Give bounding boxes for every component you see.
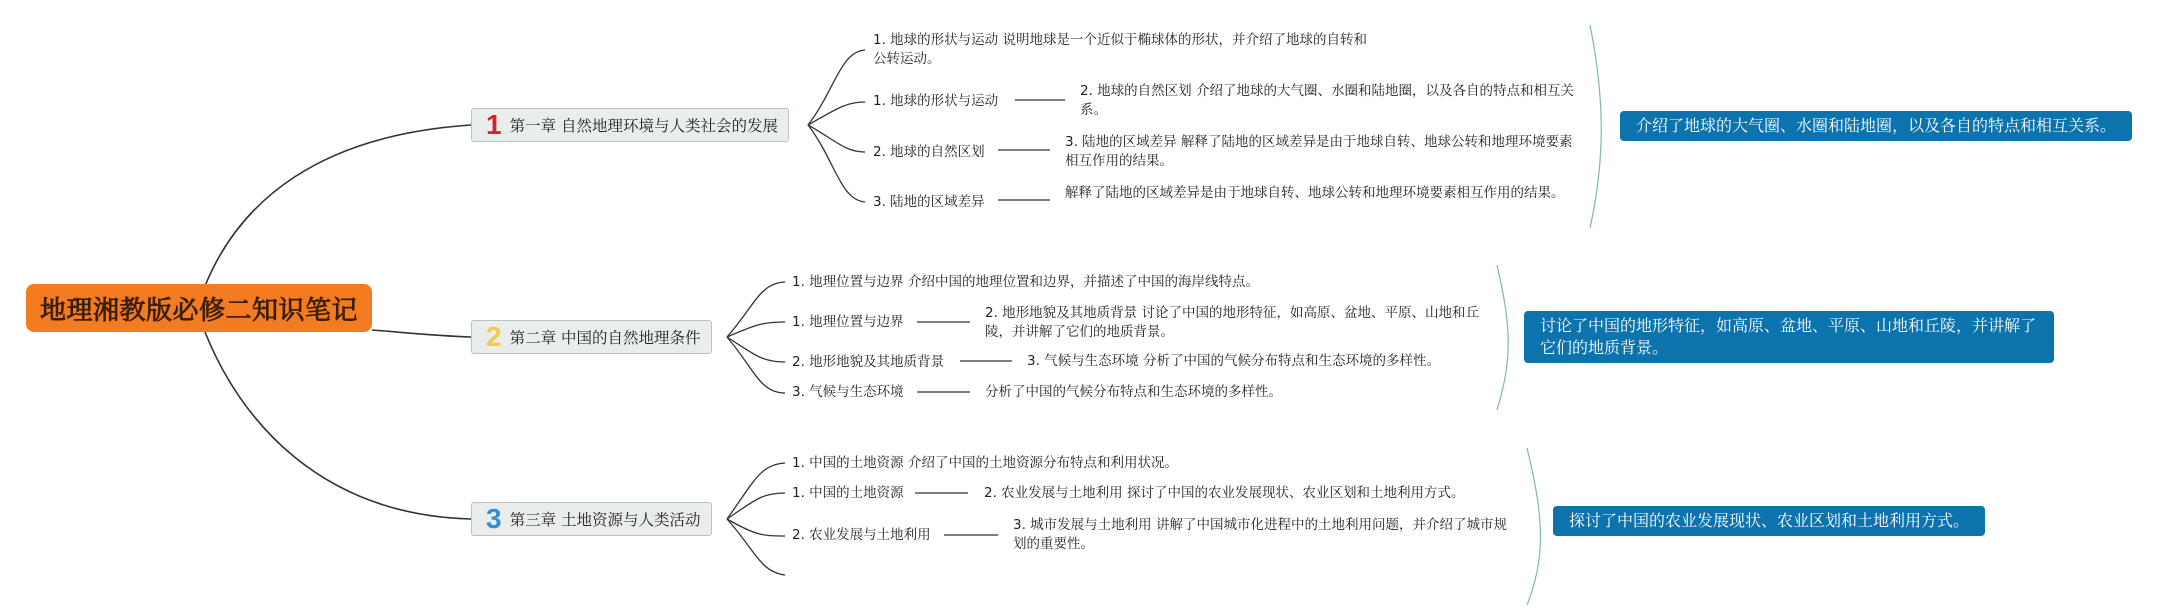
- chapter-1-title: 第一章 自然地理环境与人类社会的发展: [509, 117, 779, 135]
- chapter-3-detail-1[interactable]: 2. 农业发展与土地利用 探讨了中国的农业发展现状、农业区划和土地利用方式。: [984, 485, 1465, 501]
- chapter-3-summary[interactable]: 探讨了中国的农业发展现状、农业区划和土地利用方式。: [1553, 506, 1985, 536]
- root-topic[interactable]: 地理湘教版必修二知识笔记: [26, 284, 372, 332]
- chapter-3-branches: [727, 463, 785, 575]
- chapter-3-detail-2[interactable]: 3. 城市发展与土地利用 讲解了中国城市化进程中的土地利用问题，并介绍了城市规划的重要性。: [1013, 517, 1507, 552]
- chapter-2-summary-bracket: [1497, 265, 1508, 410]
- chapter-1-detail-2[interactable]: 3. 陆地的区域差异 解释了陆地的区域差异是由于地球自转、地球公转和地理环境要素相互作用的结果。: [1065, 134, 1573, 169]
- root-to-chapter-1-line: [205, 125, 471, 286]
- chapter-3-item-3[interactable]: 2. 农业发展与土地利用: [792, 527, 931, 543]
- chapter-2-title: 第二章 中国的自然地理条件: [509, 329, 701, 347]
- chapter-1-branches: [808, 50, 865, 202]
- chapter-2-branches: [727, 282, 785, 393]
- chapter-2-summary[interactable]: 讨论了中国的地形特征，如高原、盆地、平原、山地和丘陵，并讲解了它们的地质背景。: [1524, 311, 2054, 363]
- chapter-3-topic[interactable]: [471, 502, 712, 536]
- chapter-2-detail-2[interactable]: 3. 气候与生态环境 分析了中国的气候分布特点和生态环境的多样性。: [1027, 353, 1440, 369]
- chapter-2-item-4[interactable]: 3. 气候与生态环境: [792, 384, 904, 400]
- chapter-1-summary-bracket: [1590, 25, 1601, 228]
- chapter-3-item-1[interactable]: 1. 中国的土地资源 介绍了中国的土地资源分布特点和利用状况。: [792, 455, 1178, 471]
- chapter-3-summary-bracket: [1527, 448, 1541, 605]
- chapter-2-item-1[interactable]: 1. 地理位置与边界 介绍中国的地理位置和边界，并描述了中国的海岸线特点。: [792, 274, 1259, 290]
- chapter-1-item-1[interactable]: 1. 地球的形状与运动 说明地球是一个近似于椭球体的形状，并介绍了地球的自转和公转运动。: [873, 32, 1367, 67]
- chapter-2-topic[interactable]: [471, 320, 712, 354]
- chapter-2-item-3[interactable]: 2. 地形地貌及其地质背景: [792, 354, 945, 370]
- chapter-1-item-2[interactable]: 1. 地球的形状与运动: [873, 93, 999, 109]
- chapter-2-number-icon: 2: [486, 321, 502, 352]
- root-to-chapter-2-line: [372, 330, 471, 337]
- chapter-1-detail-3[interactable]: 解释了陆地的区域差异是由于地球自转、地球公转和地理环境要素相互作用的结果。: [1065, 185, 1565, 201]
- chapter-2-detail-1[interactable]: 2. 地形地貌及其地质背景 讨论了中国的地形特征，如高原、盆地、平原、山地和丘陵，并讲解了它们的地质背景。: [985, 305, 1479, 340]
- chapter-1-topic[interactable]: [471, 108, 789, 142]
- chapter-1-number-icon: 1: [486, 109, 502, 140]
- chapter-1-item-3[interactable]: 2. 地球的自然区划: [873, 144, 985, 160]
- chapter-3-title: 第三章 土地资源与人类活动: [509, 511, 701, 529]
- chapter-2-detail-3[interactable]: 分析了中国的气候分布特点和生态环境的多样性。: [985, 384, 1282, 400]
- chapter-1-detail-1[interactable]: 2. 地球的自然区划 介绍了地球的大气圈、水圈和陆地圈，以及各自的特点和相互关系。: [1080, 83, 1574, 118]
- chapter-2-item-2[interactable]: 1. 地理位置与边界: [792, 314, 904, 330]
- root-to-chapter-3-line: [205, 332, 471, 519]
- chapter-3-number-icon: 3: [486, 503, 502, 534]
- chapter-1-item-4[interactable]: 3. 陆地的区域差异: [873, 194, 985, 210]
- chapter-3-item-2[interactable]: 1. 中国的土地资源: [792, 485, 904, 501]
- chapter-1-summary[interactable]: 介绍了地球的大气圈、水圈和陆地圈，以及各自的特点和相互关系。: [1620, 111, 2132, 141]
